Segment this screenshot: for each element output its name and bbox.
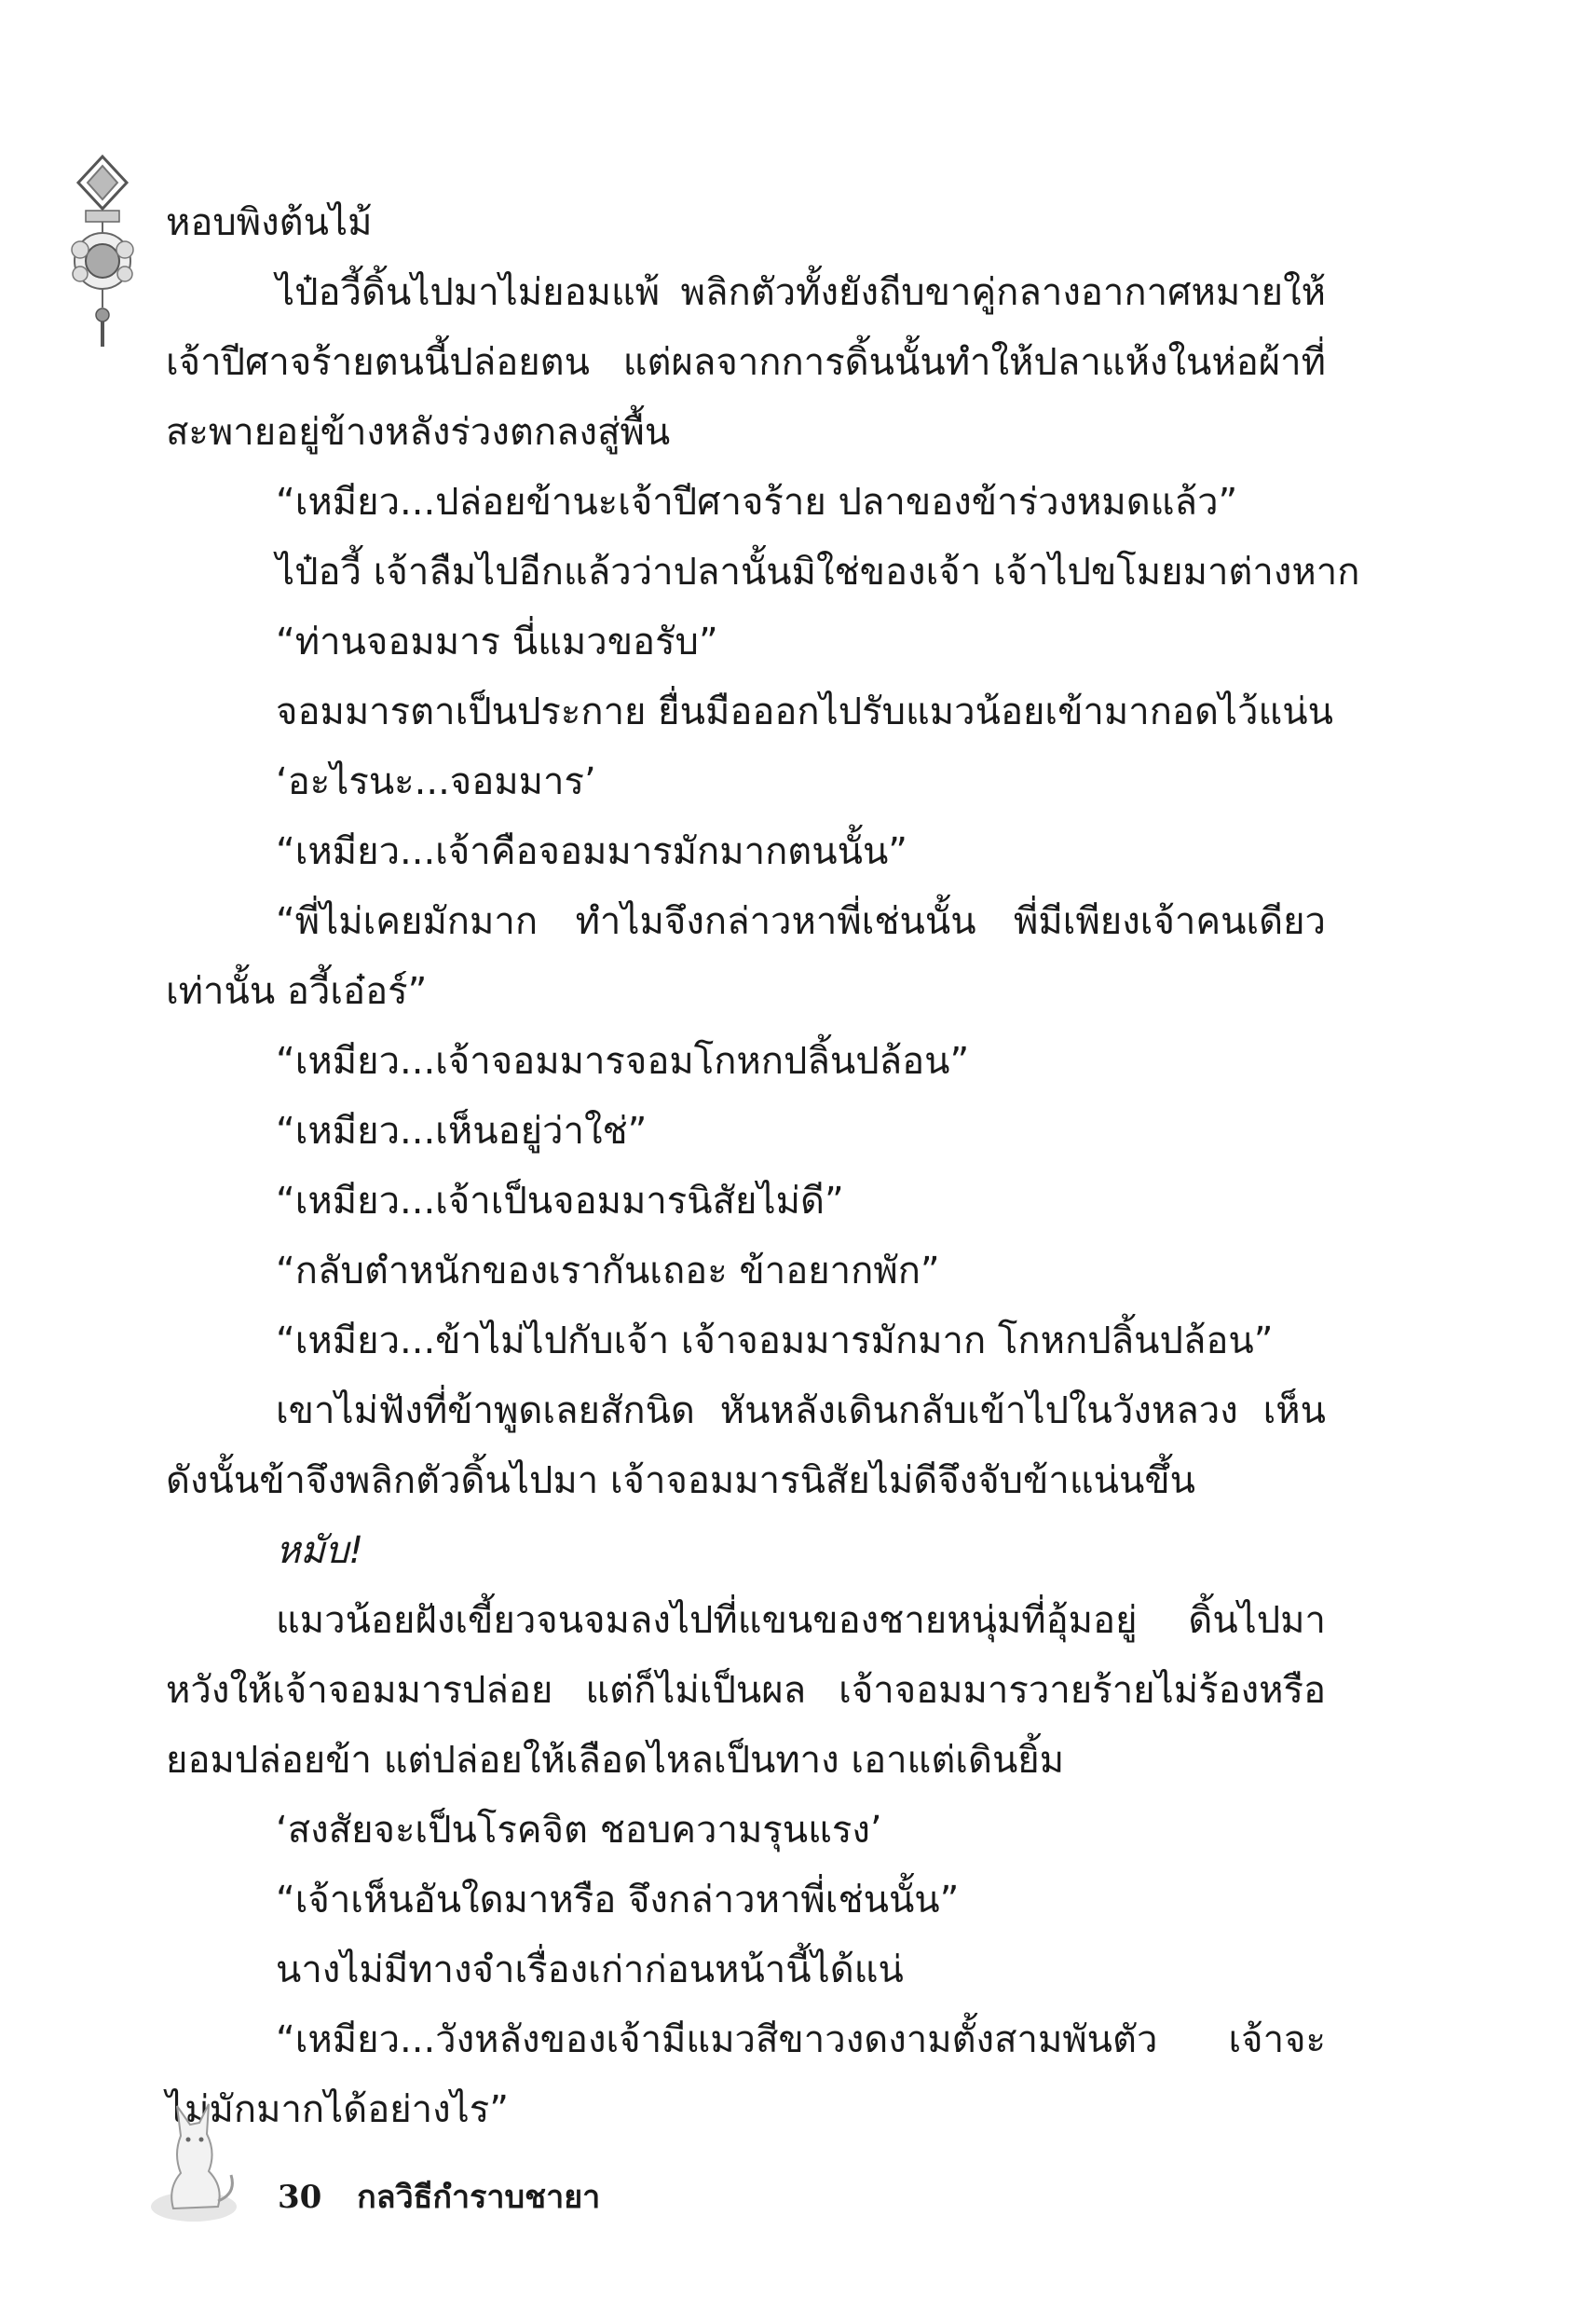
text-line: “ท่านจอมมาร นี่แมวขอรับ”	[276, 621, 718, 663]
page-number: 30	[278, 2179, 322, 2216]
text-line: “พี่ไม่เคยมักมาก ทำไมจึงกล่าวหาพี่เช่นนั้น พี่มีเพียงเจ้าคนเดียว	[276, 900, 1326, 943]
text-line: ไม่มักมากได้อย่างไร”	[166, 2088, 509, 2131]
text-line: “เหมียว...ข้าไม่ไปกับเจ้า เจ้าจอมมารมักมาก โกหกปลิ้นปล้อน”	[276, 1320, 1274, 1362]
text-line: ไป๋อวี้ดิ้นไปมาไม่ยอมแพ้ พลิกตัวทั้งยังถีบขาคู่กลางอากาศหมายให้	[276, 271, 1326, 314]
text-line: “เจ้าเห็นอันใดมาหรือ จึงกล่าวหาพี่เช่นนั้น”	[276, 1879, 960, 1921]
text-line: หวังให้เจ้าจอมมารปล่อย แต่ก็ไม่เป็นผล เจ้าจอมมารวายร้ายไม่ร้องหรือ	[166, 1669, 1326, 1712]
text-line: ดังนั้นข้าจึงพลิกตัวดิ้นไปมา เจ้าจอมมารนิสัยไม่ดีจึงจับข้าแน่นขึ้น	[166, 1459, 1195, 1502]
text-line: ยอมปล่อยข้า แต่ปล่อยให้เลือดไหลเป็นทาง เอาแต่เดินยิ้ม	[166, 1739, 1065, 1782]
ornament-icon	[65, 149, 140, 354]
text-line: “เหมียว...เจ้าจอมมารจอมโกหกปลิ้นปล้อน”	[276, 1040, 970, 1083]
text-line: ไป๋อวี้ เจ้าลืมไปอีกแล้วว่าปลานั้นมิใช่ของเจ้า เจ้าไปขโมยมาต่างหาก	[276, 551, 1360, 594]
text-line: “เหมียว...ปล่อยข้านะเจ้าปีศาจร้าย ปลาของข้าร่วงหมดแล้ว”	[276, 481, 1238, 524]
page-footer	[278, 2171, 600, 2222]
text-line: เขาไม่ฟังที่ข้าพูดเลยสักนิด หันหลังเดินกลับเข้าไปในวังหลวง เห็น	[276, 1389, 1326, 1432]
book-title: กลวิธีกำราบชายา	[357, 2179, 601, 2216]
text-line: นางไม่มีทางจำเรื่องเก่าก่อนหน้านี้ได้แน่	[276, 1949, 904, 1991]
text-line: หอบพิงต้นไม้	[166, 201, 373, 244]
text-line: เจ้าปีศาจร้ายตนนี้ปล่อยตน แต่ผลจากการดิ้นนั้นทำให้ปลาแห้งในห่อผ้าที่	[166, 341, 1326, 384]
text-line: “เหมียว...วังหลังของเจ้ามีแมวสีขาวงดงามตั้งสามพันตัว เจ้าจะ	[276, 2018, 1326, 2061]
text-line: “เหมียว...เจ้าเป็นจอมมารนิสัยไม่ดี”	[276, 1180, 844, 1223]
text-line: “เหมียว...เห็นอยู่ว่าใช่”	[276, 1110, 648, 1153]
text-line: จอมมารตาเป็นประกาย ยื่นมือออกไปรับแมวน้อยเข้ามากอดไว้แน่น	[276, 691, 1333, 733]
text-line: “กลับตำหนักของเรากันเถอะ ข้าอยากพัก”	[276, 1250, 940, 1292]
text-line: ‘อะไรนะ...จอมมาร’	[276, 760, 596, 803]
text-line: “เหมียว...เจ้าคือจอมมารมักมากตนนั้น”	[276, 830, 908, 873]
text-line: เท่านั้น อวี้เอ๋อร์”	[166, 970, 428, 1013]
text-line: หมับ!	[276, 1529, 364, 1572]
text-line: ‘สงสัยจะเป็นโรคจิต ชอบความรุนแรง’	[276, 1809, 882, 1852]
cat-icon	[140, 2097, 242, 2227]
text-line: สะพายอยู่ข้างหลังร่วงตกลงสู่พื้น	[166, 411, 671, 454]
text-line: แมวน้อยฝังเขี้ยวจนจมลงไปที่แขนของชายหนุ่มที่อุ้มอยู่ ดิ้นไปมา	[276, 1599, 1326, 1642]
